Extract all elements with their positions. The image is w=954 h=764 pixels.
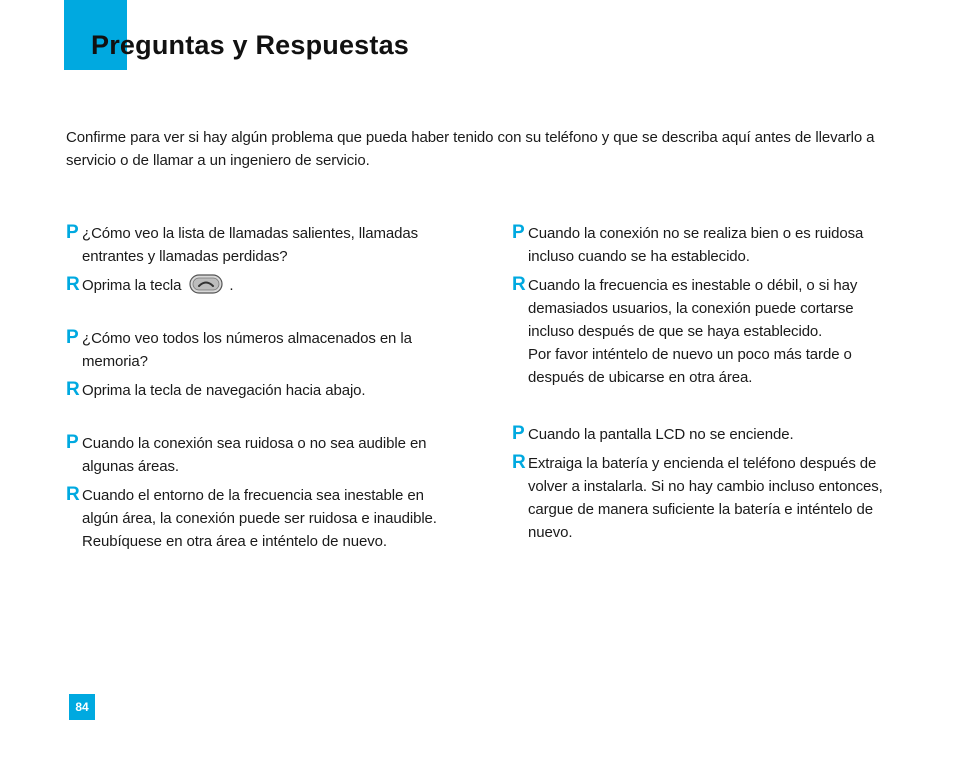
question-marker: P: [66, 327, 79, 348]
question-marker: P: [66, 222, 79, 243]
answer-extra-text: Por favor inténtelo de nuevo un poco más tarde o después de ubicarse en otra área.: [528, 346, 852, 386]
answer-marker: R: [512, 452, 526, 473]
question: [66, 222, 461, 268]
answer-text: Cuando la frecuencia es inestable o débil, o si hay demasiados usuarios, la conexión puede cortarse incluso después de que se haya establecido.: [528, 277, 858, 340]
answer-text: Extraiga la batería y encienda el teléfono después de volver a instalarla. Si no hay cambio incluso entonces, cargue de manera suficiente la batería e inténtelo de nuevo.: [528, 455, 883, 541]
answer: [512, 274, 902, 389]
answer-marker: R: [512, 274, 526, 295]
question-marker: P: [512, 423, 525, 444]
page-number: 84: [69, 694, 95, 720]
answer: [512, 452, 902, 544]
send-key-icon: [189, 274, 223, 294]
answer: [66, 274, 461, 297]
question-text: ¿Cómo veo la lista de llamadas salientes, llamadas entrantes y llamadas perdidas?: [82, 225, 418, 265]
question-text: Cuando la pantalla LCD no se enciende.: [528, 426, 794, 443]
question-marker: P: [512, 222, 525, 243]
question: [66, 327, 461, 373]
left-column: [66, 222, 461, 583]
answer: [66, 379, 461, 402]
qa-item-noisy-connection: [66, 432, 461, 553]
answer-marker: R: [66, 274, 80, 295]
question: [66, 432, 461, 478]
question-text: ¿Cómo veo todos los números almacenados en la memoria?: [82, 330, 412, 370]
question-marker: P: [66, 432, 79, 453]
qa-item-connection-fails: [512, 222, 902, 389]
question: [512, 222, 902, 268]
answer-text-end: .: [229, 277, 234, 294]
question-text: Cuando la conexión sea ruidosa o no sea audible en algunas áreas.: [82, 435, 427, 475]
answer-text: Oprima la tecla de navegación hacia abajo.: [82, 382, 366, 399]
answer-text: Oprima la tecla: [82, 277, 182, 294]
qa-item-call-lists: [66, 222, 461, 297]
page-title: Preguntas y Respuestas: [91, 30, 410, 60]
intro-paragraph: Confirme para ver si hay algún problema que pueda haber tenido con su teléfono y que se describa aquí antes de llevarlo a servicio o de llamar a un ingeniero de servicio.: [66, 129, 875, 169]
question: [512, 423, 902, 446]
qa-item-lcd-off: [512, 423, 902, 544]
answer-marker: R: [66, 484, 80, 505]
answer: [66, 484, 461, 553]
qa-item-stored-numbers: [66, 327, 461, 402]
question-text: Cuando la conexión no se realiza bien o es ruidosa incluso cuando se ha establecido.: [528, 225, 864, 265]
answer-marker: R: [66, 379, 80, 400]
right-column: [512, 222, 902, 574]
answer-text: Cuando el entorno de la frecuencia sea inestable en algún área, la conexión puede ser ruidosa e inaudible. Reubíquese en otra área e inténtelo de nuevo.: [82, 487, 437, 550]
